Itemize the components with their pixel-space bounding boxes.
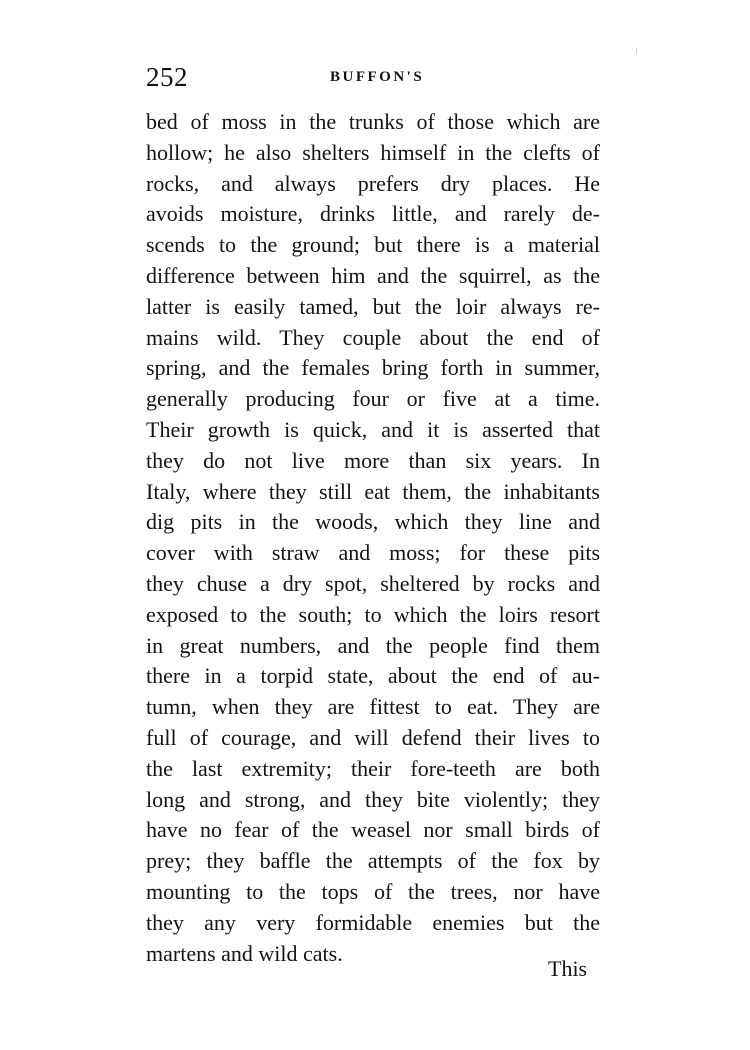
text-line-21: full of courage, and will defend their lives to [146,724,600,750]
text-line-10: generally producing four or five at a time. [146,386,600,412]
text-line-17: exposed to the south; to which the loirs resort [146,601,600,627]
text-line-4: avoids moisture, drinks little, and rarely de- [146,201,600,227]
text-line-9: spring, and the females bring forth in summer, [146,355,600,381]
text-line-27: they any very formidable enemies but the [146,909,600,935]
text-line-28: martens and wild cats. [146,940,343,966]
page-number: 252 [146,62,188,92]
text-line-2: hollow; he also shelters himself in the clefts of [146,139,600,165]
catchword: This [548,956,588,981]
running-title: BUFFON'S [330,69,425,85]
text-line-16: they chuse a dry spot, sheltered by rocks and [146,570,600,596]
text-line-1: bed of moss in the trunks of those which are [146,109,600,134]
page-edge-mark [636,48,637,54]
text-line-24: have no fear of the weasel nor small birds of [146,817,600,843]
text-line-26: mounting to the tops of the trees, nor have [146,878,600,904]
text-line-18: in great numbers, and the people find them [146,632,600,658]
text-line-25: prey; they baffle the attempts of the fox by [146,848,600,874]
text-line-3: rocks, and always prefers dry places. He [146,170,600,196]
text-line-19: there in a torpid state, about the end of au- [146,663,600,689]
text-line-20: tumn, when they are fittest to eat. They are [146,694,600,720]
text-line-5: scends to the ground; but there is a material [146,232,600,258]
text-line-14: dig pits in the woods, which they line and [146,509,600,535]
text-line-7: latter is easily tamed, but the loir always re- [146,293,600,319]
text-line-12: they do not live more than six years. In [146,447,600,473]
text-line-11: Their growth is quick, and it is asserted that [146,416,600,442]
text-line-23: long and strong, and they bite violently; they [146,786,600,812]
text-line-13: Italy, where they still eat them, the inhabitants [146,478,600,504]
body-text [146,107,600,969]
text-line-6: difference between him and the squirrel, as the [146,262,600,288]
text-line-22: the last extremity; their fore-teeth are both [146,755,600,781]
text-line-15: cover with straw and moss; for these pits [146,540,600,566]
text-line-8: mains wild. They couple about the end of [146,324,600,350]
